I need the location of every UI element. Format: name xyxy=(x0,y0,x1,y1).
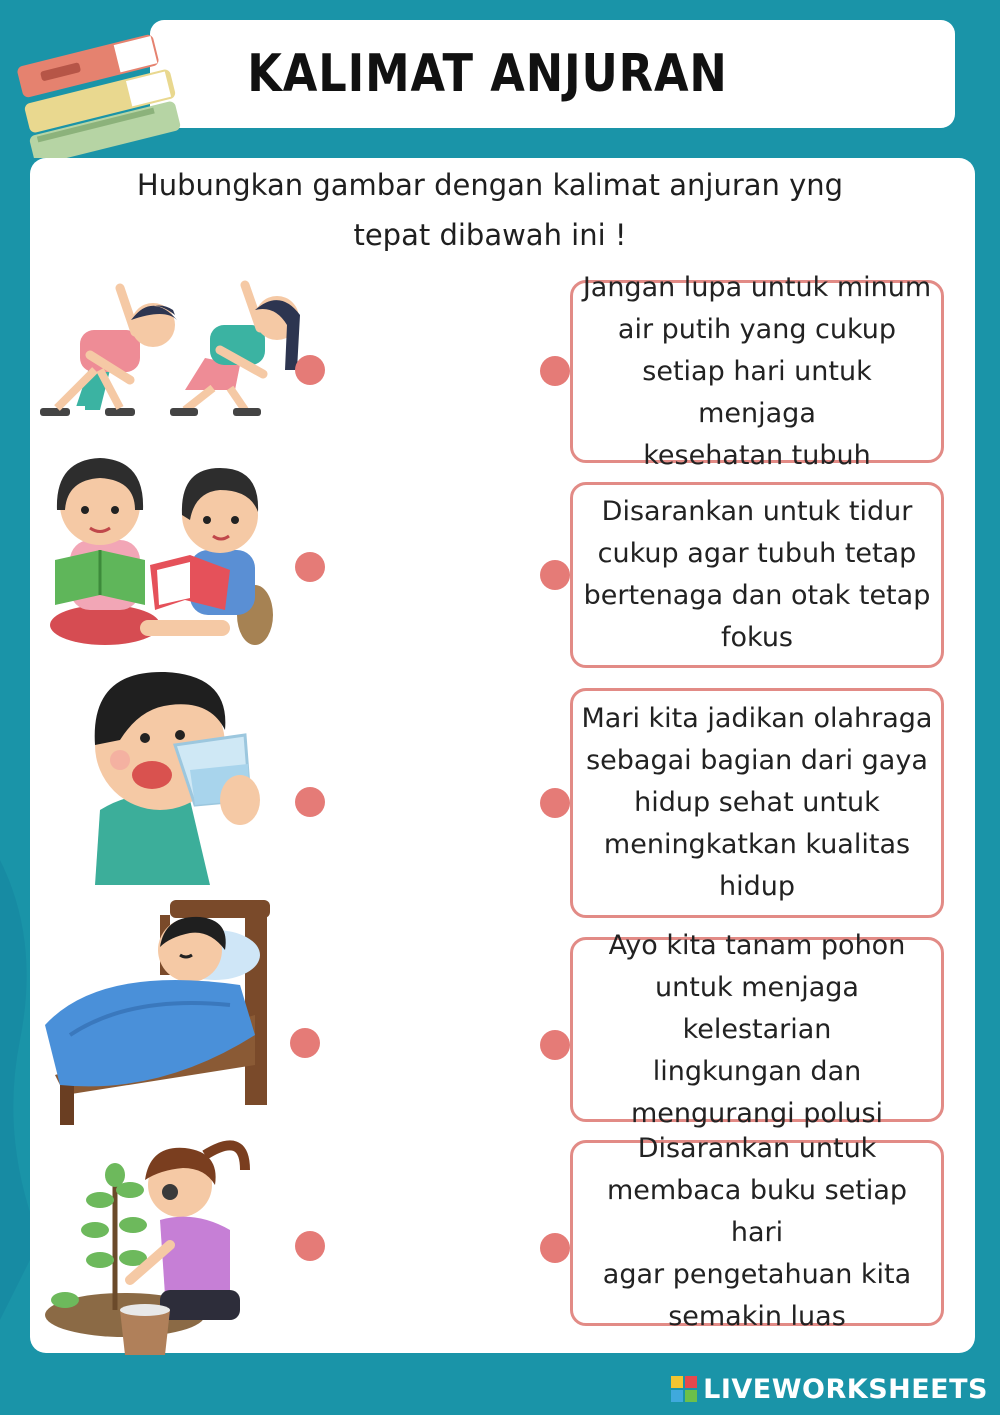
sentence-2-line-1: Disarankan untuk tidur xyxy=(601,496,913,527)
sentence-4-line-1: Ayo kita tanam pohon xyxy=(608,929,906,961)
sentence-1-line-1: Jangan lupa untuk minum xyxy=(582,271,932,303)
sentence-1-line-4: kesehatan tubuh xyxy=(643,439,871,471)
brand-text: LIVEWORKSHEETS xyxy=(703,1373,988,1405)
sentence-2-line-3: bertenaga dan otak tetap xyxy=(583,580,931,611)
sentence-box-1[interactable] xyxy=(570,271,944,471)
sentence-2-line-2: cukup agar tubuh tetap xyxy=(597,538,917,569)
sentence-dot-1[interactable] xyxy=(540,356,570,386)
sentence-box-5[interactable] xyxy=(570,1133,944,1332)
sentence-box-3[interactable] xyxy=(570,688,944,918)
sentence-4-line-4: mengurangi polusi xyxy=(630,1097,884,1129)
instruction-line-2: tepat dibawah ini ! xyxy=(353,218,627,252)
sentence-2-line-4: fokus xyxy=(720,622,793,653)
sentence-5-line-3: agar pengetahuan kita xyxy=(602,1259,912,1290)
sentence-4-line-3: lingkungan dan xyxy=(652,1055,862,1087)
sentence-5-line-4: semakin luas xyxy=(668,1301,846,1332)
girl-planting-icon xyxy=(45,1130,250,1360)
sentence-1-line-2: air putih yang cukup xyxy=(617,313,897,345)
sentence-box-2[interactable] xyxy=(570,482,944,668)
instruction-text xyxy=(100,160,880,260)
sentence-5-line-1: Disarankan untuk xyxy=(637,1133,877,1164)
sentence-4-line-2: untuk menjaga kelestarian xyxy=(655,971,859,1045)
page-title: KALIMAT ANJURAN xyxy=(247,44,728,104)
picture-dot-2[interactable] xyxy=(295,552,325,582)
sentence-dot-5[interactable] xyxy=(540,1233,570,1263)
boy-sleeping-icon xyxy=(40,895,275,1130)
picture-dot-1[interactable] xyxy=(295,355,325,385)
boy-drinking-icon xyxy=(80,660,260,885)
sentence-3-line-2: sebagai bagian dari gaya xyxy=(586,745,928,776)
instruction-line-1: Hubungkan gambar dengan kalimat anjuran yng xyxy=(136,168,844,202)
sentence-dot-3[interactable] xyxy=(540,788,570,818)
books-stack-icon xyxy=(10,8,190,158)
sentence-3-line-4: meningkatkan kualitas xyxy=(603,829,911,860)
sentence-3-line-5: hidup xyxy=(718,871,795,902)
sentence-5-line-2: membaca buku setiap hari xyxy=(606,1175,908,1248)
picture-dot-5[interactable] xyxy=(295,1231,325,1261)
liveworksheets-brand xyxy=(671,1371,988,1407)
sentence-dot-2[interactable] xyxy=(540,560,570,590)
sentence-dot-4[interactable] xyxy=(540,1030,570,1060)
sentence-1-line-3: setiap hari untuk menjaga xyxy=(642,355,872,429)
picture-dot-4[interactable] xyxy=(290,1028,320,1058)
kids-exercising-icon xyxy=(35,270,305,425)
picture-dot-3[interactable] xyxy=(295,787,325,817)
sentence-3-line-3: hidup sehat untuk xyxy=(634,787,880,818)
kids-reading-icon xyxy=(45,440,275,645)
sentence-3-line-1: Mari kita jadikan olahraga xyxy=(581,703,933,734)
sentence-box-4[interactable] xyxy=(570,929,944,1129)
liveworksheets-logo-icon xyxy=(671,1376,697,1402)
